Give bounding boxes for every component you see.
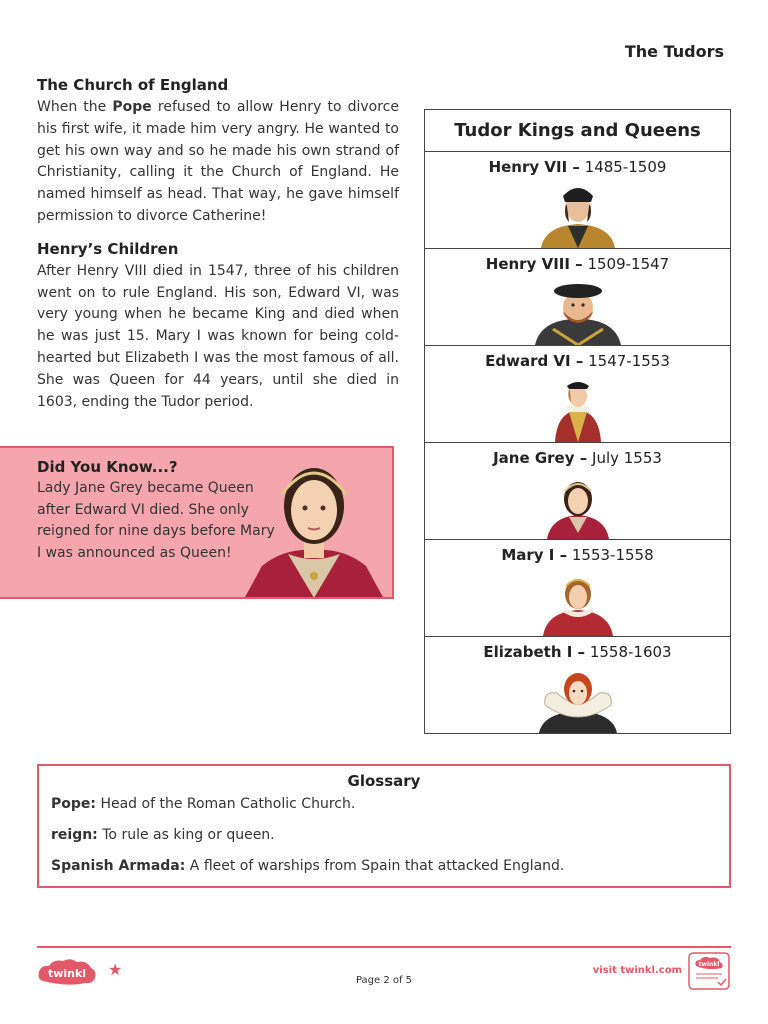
svg-text:twinkl: twinkl [47,967,87,980]
monarch-name: Henry VIII – [485,255,583,273]
monarch-name: Elizabeth I – [483,643,586,661]
monarch-name: Henry VII – [488,158,580,176]
children-heading: Henry’s Children [37,239,179,258]
monarch-name: Mary I – [501,546,568,564]
visit-link[interactable]: visit twinkl.com [592,965,682,976]
jane-grey-portrait [533,473,623,539]
did-you-know-heading: Did You Know...? [37,458,178,476]
glossary-item [51,825,717,845]
star-icon: ★ [108,960,123,979]
glossary-item [51,794,717,814]
kings-queens-title: Tudor Kings and Queens [425,110,730,152]
glossary-box [37,764,731,888]
glossary-item [51,856,717,876]
monarch-row [425,540,730,637]
footer-divider [37,946,731,948]
kings-queens-table [424,109,731,734]
monarch-name: Edward VI – [485,352,584,370]
mary-i-portrait [533,570,623,636]
svg-text:twinkl: twinkl [698,961,720,968]
church-paragraph: When the Pope refused to allow Henry to divorce his first wife, it made him very angry. He wanted to get his own way and so he made his own strand of Christianity, calling it the Church of England. He named himself as head. That way, he gave himself permission to divorce Catherine! [37,99,399,224]
glossary-term: Pope: [51,796,96,812]
glossary-title: Glossary [347,772,421,790]
edward-vi-portrait [533,376,623,442]
children-paragraph: After Henry VIII died in 1547, three of his children went on to rule England. His son, Edward VI, was very young when he became King and died when he was just 15. Mary I was known for being cold-hearted but Elizabeth I was the most famous of all. She was Queen for 44 years, until she died in 1603, ending the Tudor period. [37,262,399,410]
jane-grey-illustration [244,448,384,599]
monarch-dates: 1553-1558 [571,546,654,564]
elizabeth-i-portrait [533,667,623,733]
monarch-dates: July 1553 [592,449,662,467]
monarch-name: Jane Grey – [493,449,588,467]
glossary-term: reign: [51,827,98,843]
quality-badge-icon [688,952,730,990]
monarch-row [425,637,730,733]
monarch-row [425,249,730,346]
pope-term: Pope [112,99,152,115]
monarch-dates: 1509-1547 [587,255,670,273]
henry-vii-portrait [533,182,623,248]
glossary-definition: To rule as king or queen. [102,827,275,843]
glossary-term: Spanish Armada: [51,858,186,874]
monarch-dates: 1558-1603 [589,643,672,661]
glossary-definition: A fleet of warships from Spain that attacked England. [189,858,565,874]
page-number: Page 2 of 5 [355,975,413,986]
henry-viii-portrait [533,279,623,345]
monarch-dates: 1485-1509 [584,158,667,176]
glossary-definition: Head of the Roman Catholic Church. [100,796,356,812]
did-you-know-box [0,446,394,599]
did-you-know-text: Lady Jane Grey became Queen after Edward VI died. She only reigned for nine days before Mary I was announced as Queen! [37,480,275,561]
church-heading: The Church of England [37,76,229,94]
monarch-row [425,346,730,443]
monarch-row [425,152,730,249]
left-column [37,76,399,413]
monarch-row [425,443,730,540]
document-title: The Tudors [624,42,724,61]
monarch-dates: 1547-1553 [588,352,670,370]
